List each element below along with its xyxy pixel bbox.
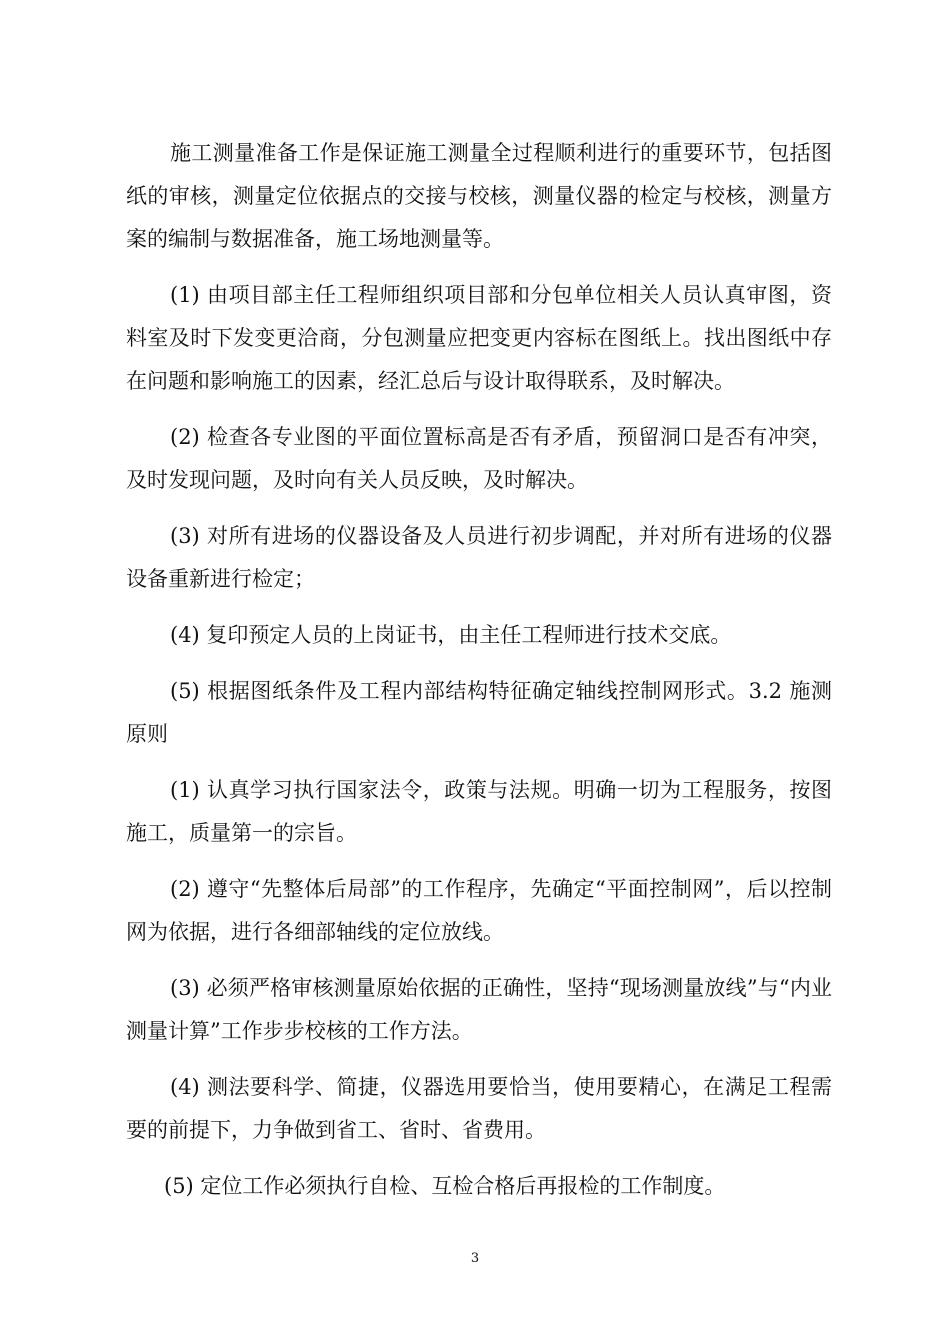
paragraph-prep-2: (2) 检查各专业图的平面位置标高是否有矛盾，预留洞口是否有冲突，及时发现问题，及时向有关人员反映，及时解决。	[126, 425, 832, 492]
paragraph-principle-2: (2) 遵守“先整体后局部”的工作程序，先确定“平面控制网”，后以控制网为依据，进行各细部轴线的定位放线。	[126, 877, 832, 944]
paragraph-principle-4: (4) 测法要科学、简捷，仪器选用要恰当，使用要精心，在满足工程需要的前提下，力争做到省工、省时、省费用。	[126, 1075, 832, 1142]
paragraph-prep-1: (1) 由项目部主任工程师组织项目部和分包单位相关人员认真审图，资料室及时下发变更洽商，分包测量应把变更内容标在图纸上。找出图纸中存在问题和影响施工的因素，经汇总后与设计取得联系，及时解决。	[126, 283, 832, 393]
document-body	[126, 132, 832, 1208]
paragraph-prep-4: (4) 复印预定人员的上岗证书，由主任工程师进行技术交底。	[170, 623, 732, 647]
paragraph-prep-3: (3) 对所有进场的仪器设备及人员进行初步调配，并对所有进场的仪器设备重新进行检定；	[126, 524, 832, 591]
paragraph-prep-5: (5) 根据图纸条件及工程内部结构特征确定轴线控制网形式。3.2 施测原则	[126, 679, 832, 746]
paragraph-principle-5: (5) 定位工作必须执行自检、互检合格后再报检的工作制度。	[164, 1174, 726, 1198]
paragraph-intro: 施工测量准备工作是保证施工测量全过程顺利进行的重要环节，包括图纸的审核，测量定位依据点的交接与校核，测量仪器的检定与校核，测量方案的编制与数据准备，施工场地测量等。	[126, 141, 832, 251]
paragraph-principle-1: (1) 认真学习执行国家法令，政策与法规。明确一切为工程服务，按图施工，质量第一的宗旨。	[126, 778, 832, 845]
paragraph-principle-3: (3) 必须严格审核测量原始依据的正确性，坚持“现场测量放线”与“内业测量计算”工作步步校核的工作方法。	[126, 976, 832, 1043]
page-number: 3	[470, 1251, 480, 1266]
